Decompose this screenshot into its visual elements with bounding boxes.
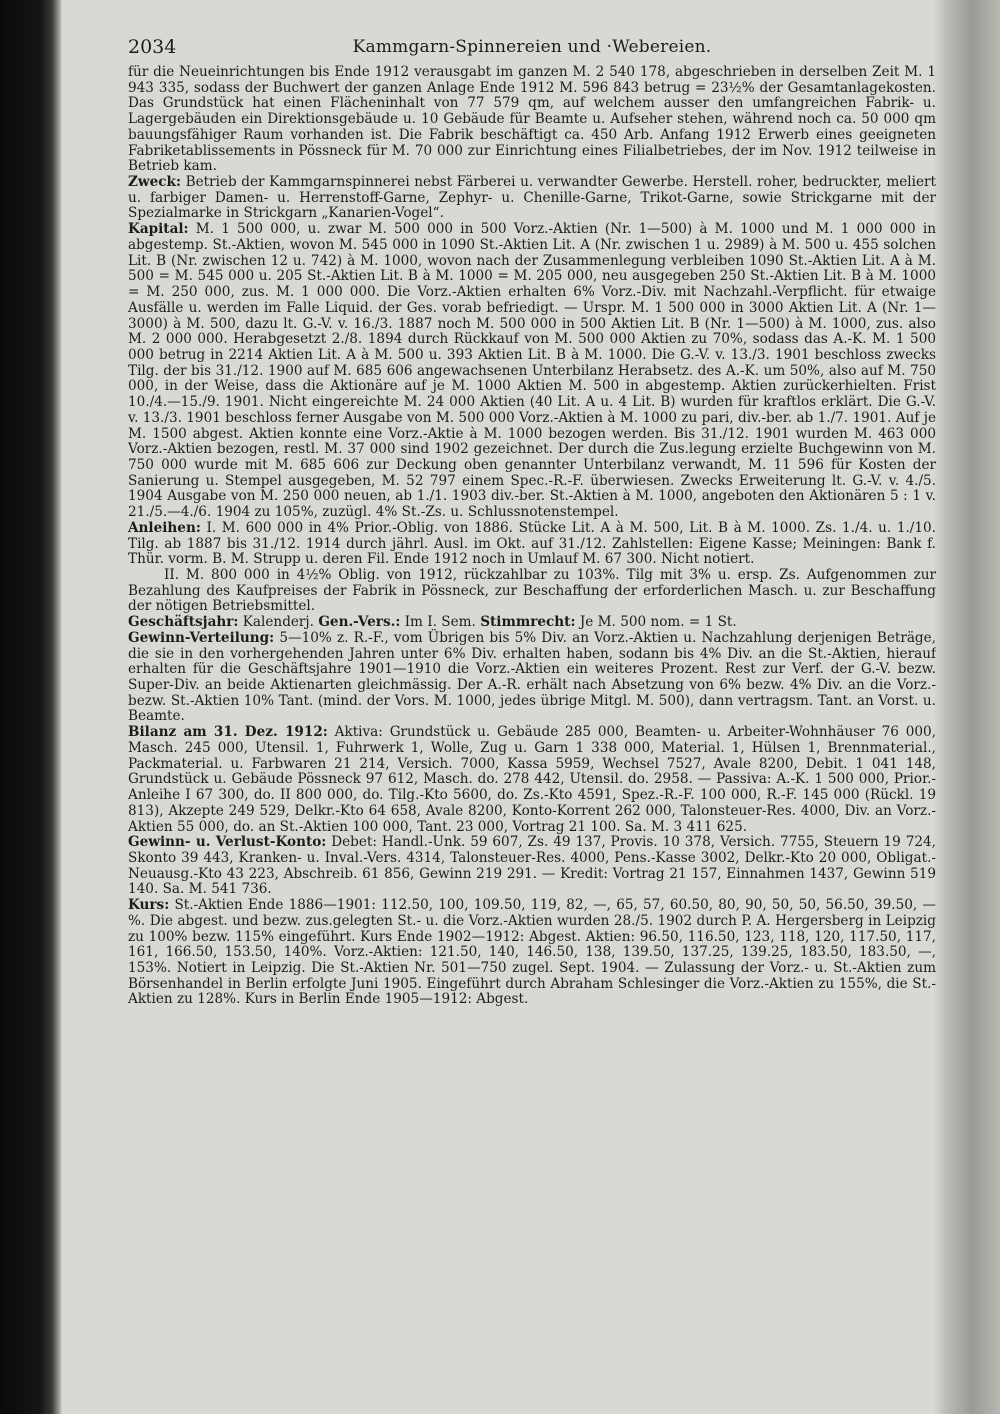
book-binding-shadow bbox=[0, 0, 62, 1414]
section-heading: Gen.-Vers.: bbox=[318, 614, 401, 631]
paragraph-text: für die Neueinrichtungen bis Ende 1912 verausgabt im ganzen M. 2 540 178, abgeschrieben in derselben Zeit M. 1 943 335, sodass der Buchwert der ganzen Anlage Ende 1912 M. 596 843 betrug = 23½% der Gesamtanlagekosten. Das Grundstück hat einen Flächeninhalt von 77 579 qm, auf welchem ausser den umfangreichen Fabrik- u. Lagergebäuden ein Direktionsgebäude u. 10 Gebäude für Beamte u. Aufseher stehen, während noch ca. 50 000 qm bauungsfähiger Raum vorhanden ist. Die Fabrik beschäftigt ca. 450 Arb. Anfang 1912 Erwerb eines geeigneten Fabriketablissements in Pössneck für M. 70 000 zur Einrichtung eines Filialbetriebes, der im Nov. 1912 teilweise in Betrieb kam. bbox=[128, 64, 936, 175]
section-heading: Kapital: bbox=[128, 221, 189, 238]
section-heading: Zweck: bbox=[128, 174, 181, 191]
running-title: Kammgarn-Spinnereien und ·Webereien. bbox=[352, 37, 712, 57]
paragraph-text: M. 1 500 000, u. zwar M. 500 000 in 500 Vorz.-Aktien (Nr. 1—500) à M. 1000 und M. 1 000 000 in abgestemp. St.-Aktien, wovon M. 545 000 in 1090 St.-Aktien Lit. A (Nr. zwischen 1 u. 2989) à M. 500 u. 455 solchen Lit. B (Nr. zwischen 12 u. 742) à M. 1000, wovon nach der Zusammenlegung verbleiben 1090 St.-Aktien Lit. A à M. 500 = M. 545 000 u. 205 St.-Aktien Lit. B à M. 1000 = M. 205 000, neu ausgegeben 250 St.-Aktien Lit. B à M. 1000 = M. 250 000, zus. M. 1 000 000. Die Vorz.-Aktien erhalten 6% Vorz.-Div. mit Nachzahl.-Verpflicht. für etwaige Ausfälle u. werden im Falle Liquid. der Ges. vorab befriedigt. — Urspr. M. 1 500 000 in 3000 Aktien Lit. A (Nr. 1—3000) à M. 500, dazu lt. G.-V. v. 16./3. 1887 noch M. 500 000 in 500 Aktien Lit. B (Nr. 1—500) à M. 1000, zus. also M. 2 000 000. Herabgesetzt 2./8. 1894 durch Rückkauf von M. 500 000 Aktien zu 70%, sodass das A.-K. M. 1 500 000 betrug in 2214 Aktien Lit. A à M. 500 u. 393 Aktien Lit. B à M. 1000. Die G.-V. v. 13./3. 1901 beschloss zwecks Tilg. der bis 31./12. 1900 auf M. 685 606 angewachsenen Unterbilanz Herabsetz. des A.-K. um 50%, also auf M. 750 000, in der Weise, dass die Aktionäre auf je M. 1000 Aktien M. 500 in abgestemp. Aktien zurückerhielten. Frist 10./4.—15./9. 1901. Nicht eingereichte M. 24 000 Aktien (40 Lit. A u. 4 Lit. B) wurden für kraftlos erklärt. Die G.-V. v. 13./3. 1901 beschloss ferner Ausgabe von M. 500 000 Vorz.-Aktien à M. 1000 zu pari, div.-ber. ab 1./7. 1901. Auf je M. 1500 abgest. Aktien konnte eine Vorz.-Aktie à M. 1000 bezogen werden. Bis 31./12. 1901 wurden M. 463 000 Vorz.-Aktien bezogen, restl. M. 37 000 sind 1902 gezeichnet. Der durch die Zus.legung erzielte Buchgewinn von M. 750 000 wurde mit M. 685 606 zur Deckung oben genannter Unterbilanz verwandt, M. 11 596 für Kosten der Sanierung u. Stempel ausgegeben, M. 52 797 einem Spec.-R.-F. überwiesen. Zwecks Erweiterung lt. G.-V. v. 4./5. 1904 Ausgabe von M. 250 000 neuen, ab 1./1. 1903 div.-ber. St.-Aktien à M. 1000, angeboten den Aktionären 5 : 1 v. 21./5.—4./6. 1904 zu 105%, zuzügl. 4% St.-Zs. u. Schlussnotenstempel. bbox=[128, 221, 936, 521]
section-heading: Gewinn- u. Verlust-Konto: bbox=[128, 834, 327, 851]
paragraph-kurs bbox=[128, 898, 936, 1008]
page-header bbox=[128, 36, 936, 62]
paragraph-text: II. M. 800 000 in 4½% Oblig. von 1912, rückzahlbar zu 103%. Tilg mit 3% u. ersp. Zs. Aufgenommen zur Bezahlung des Kaufpreises der Fabrik in Pössneck, zur Beschaffung der erforderlichen Masch. u. zur Beschaffung der nötigen Betriebsmittel. bbox=[128, 567, 936, 615]
paragraph-text: Betrieb der Kammgarnspinnerei nebst Färberei u. verwandter Gewerbe. Herstell. roher, bedruckter, meliert u. farbiger Damen- u. Herrenstoff-Garne, Zephyr- u. Chenille-Garne, Trikot-Garne, sowie Strickgarne mit der Spezialmarke in Strickgarn „Kanarien-Vogel“. bbox=[128, 174, 936, 222]
section-heading: Bilanz am 31. Dez. 1912: bbox=[128, 724, 328, 741]
paragraph-bilanz bbox=[128, 725, 936, 835]
paragraph-geschaeftsjahr bbox=[128, 615, 936, 631]
section-heading: Stimmrecht: bbox=[480, 614, 576, 631]
facing-page-edge bbox=[932, 0, 1000, 1414]
paragraph-intro bbox=[128, 65, 936, 175]
page-number: 2034 bbox=[128, 36, 177, 58]
paragraph-text: Kalenderj. bbox=[242, 614, 314, 631]
paragraph-text: St.-Aktien Ende 1886—1901: 112.50, 100, 109.50, 119, 82, —, 65, 57, 60.50, 80, 90, 50, 50, 56.50, 39.50, —%. Die abgest. und bezw. zus.gelegten St.- u. die Vorz.-Aktien wurden 28./5. 1902 durch P. A. Hergersberg in Leipzig zu 100% bezw. 115% eingeführt. Kurs Ende 1902—1912: Abgest. Aktien: 96.50, 116.50, 123, 118, 120, 117.50, 117, 161, 166.50, 153.50, 140%. Vorz.-Aktien: 121.50, 140, 146.50, 138, 139.50, 137.25, 139.25, 183.50, 183.50, —, 153%. Notiert in Leipzig. Die St.-Aktien Nr. 501—750 zugel. Sept. 1904. — Zulassung der Vorz.- u. St.-Aktien zum Börsenhandel in Berlin erfolgte Juni 1905. Eingeführt durch Abraham Schlesinger die Vorz.-Aktien zu 155%, die St.-Aktien zu 128%. Kurs in Berlin Ende 1905—1912: Abgest. bbox=[128, 897, 936, 1008]
section-heading: Kurs: bbox=[128, 897, 170, 914]
paragraph-anleihen bbox=[128, 521, 936, 568]
paragraph-anleihen-2 bbox=[128, 568, 936, 615]
paragraph-text: I. M. 600 000 in 4% Prior.-Oblig. von 1886. Stücke Lit. A à M. 500, Lit. B à M. 1000. Zs. 1./4. u. 1./10. Tilg. ab 1887 bis 31./12. 1914 durch jährl. Ausl. im Okt. auf 31./12. Zahlstellen: Eigene Kasse; Meiningen: Bank f. Thür. vorm. B. M. Strupp u. deren Fil. Ende 1912 noch in Umlauf M. 67 300. Nicht notiert. bbox=[128, 519, 936, 568]
document-page bbox=[128, 36, 936, 1406]
paragraph-text: Im I. Sem. bbox=[404, 614, 476, 631]
paragraph-text: 5—10% z. R.-F., vom Übrigen bis 5% Div. an Vorz.-Aktien u. Nachzahlung derjenigen Beträge, die sie in den vorhergehenden Jahren unter 6% Div. erhalten haben, sodann bis 4% Div. an die St.-Aktien, hierauf erhalten für die Geschäftsjahre 1901—1910 die Vorz.-Aktien ein weiteres Prozent. Rest zur Verf. der G.-V. bezw. Super-Div. an beide Aktienarten gleichmässig. Der A.-R. erhält nach Absetzung von 6% bezw. 4% Div. an die Vorz.- bezw. St.-Aktien 10% Tant. (mind. der Vors. M. 1000, jedes übrige Mitgl. M. 500), dann vertragsm. Tant. an Vorst. u. Beamte. bbox=[128, 629, 936, 725]
section-heading: Gewinn-Verteilung: bbox=[128, 629, 275, 646]
paragraph-kapital bbox=[128, 222, 936, 521]
paragraph-text: Aktiva: Grundstück u. Gebäude 285 000, Beamten- u. Arbeiter-Wohnhäuser 76 000, Masch. 245 000, Utensil. 1, Fuhrwerk 1, Wolle, Zug u. Garn 1 338 000, Material. 1, Hülsen 1, Brennmaterial., Packmaterial. u. Farbwaren 21 214, Versich. 7000, Kassa 5959, Wechsel 7527, Avale 8200, Debit. 1 041 148, Grundstück u. Gebäude Pössneck 97 612, Masch. do. 278 442, Utensil. do. 2958. — Passiva: A.-K. 1 500 000, Prior.-Anleihe I 67 300, do. II 800 000, do. Tilg.-Kto 5600, do. Zs.-Kto 4591, Spez.-R.-F. 100 000, R.-F. 145 000 (Rückl. 19 813), Akzepte 249 529, Delkr.-Kto 64 658, Avale 8200, Konto-Korrent 262 000, Talonsteuer-Res. 4000, Div. an Vorz.-Aktien 55 000, do. an St.-Aktien 100 000, Tant. 23 000, Vortrag 21 100. Sa. M. 3 411 625. bbox=[128, 724, 936, 835]
paragraph-text: Je M. 500 nom. = 1 St. bbox=[579, 614, 737, 631]
paragraph-gewinn-verlust bbox=[128, 835, 936, 898]
section-heading: Anleihen: bbox=[128, 519, 201, 536]
paragraph-gewinn-verteilung bbox=[128, 631, 936, 725]
section-heading: Geschäftsjahr: bbox=[128, 614, 239, 631]
paragraph-zweck bbox=[128, 175, 936, 222]
paragraph-text: Debet: Handl.-Unk. 59 607, Zs. 49 137, Provis. 10 378, Versich. 7755, Steuern 19 724, Skonto 39 443, Kranken- u. Inval.-Vers. 4314, Talonsteuer-Res. 4000, Pens.-Kasse 3002, Delkr.-Kto 20 000, Obligat.-Neuausg.-Kto 43 223, Abschreib. 61 856, Gewinn 219 291. — Kredit: Vortrag 21 157, Einnahmen 1437, Gewinn 519 140. Sa. M. 541 736. bbox=[128, 834, 936, 898]
